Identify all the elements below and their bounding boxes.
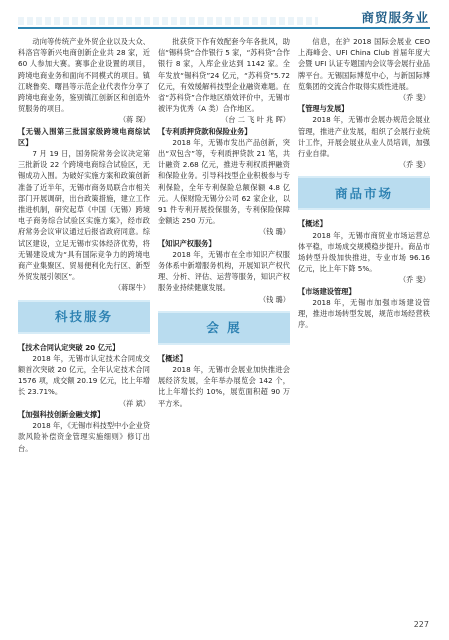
column-right <box>298 36 430 616</box>
column-middle <box>158 36 290 616</box>
section-band-huizhan: 会 展 <box>158 311 290 345</box>
author-signature: （乔 斐） <box>398 93 430 103</box>
paragraph: 信息，在沪 2018 国际会展业 CEO 上海峰会、UFI China Club 首届年度大会暨 UFI 认证专题国内会议等会展行业品牌平台。无锡国际博览中心，与新国际博览集团的交流合作取得实质性进展。 <box>298 37 430 91</box>
paragraph: 2018 年，无锡市加强市场建设管理，推进市场转型发展，规范市场经营秩序。 <box>298 297 430 330</box>
author-signature: （蒋琛牛） <box>114 283 150 293</box>
paragraph: 2018 年，无锡市发出产品创新，突出“双包含”等，专利质押贷款 21 笔，共计融资 2.68 亿元，推进专利权质押融资和保险业务。引导科技型企业积极参与专利保险，全年专利保险总额保额 4.8 亿元。人保财险无锡分公司 62 家企业，以 91 件专利开展投保服务，专利保险保障金额达 250 万元。 <box>158 137 290 226</box>
article-heading: 【技术合同认定突破 20 亿元】 <box>18 342 120 352</box>
author-signature: （祥 斌） <box>118 398 150 408</box>
section-band-keji: 科技服务 <box>18 300 150 334</box>
section-band-shangpin-shichang: 商品市场 <box>298 176 430 210</box>
header-rule <box>18 27 430 29</box>
author-signature: （乔 斐） <box>398 275 430 285</box>
page-header <box>0 0 449 30</box>
paragraph: 2018 年，无锡市在全市知识产权服务体系中新增服务机构，开展知识产权代理、分析、评估、运营等服务，知识产权服务业持续健康发展。 <box>158 249 290 293</box>
column-left <box>18 36 150 616</box>
paragraph: 动向等传统产业外贸企业以及大众、科洛宫等新兴电商创新企业共 28 家，近 60 人参加大赛。赛事企业设置的项目，跨境电商业务和面向不同模式的项目。镇江晓鲁奕、曙昌等示范企业代表作分享了跨境电商业务，鉴别镇江创新区和创造外贸服务的项目。 <box>18 37 150 114</box>
article-heading: 【加强科技创新金融支撑】 <box>18 409 105 419</box>
article-heading: 【知识产权服务】 <box>158 238 216 248</box>
author-signature: （乔 斐） <box>398 160 430 170</box>
paragraph: 2018 年，《无锡市科技型中小企业贷款风险补偿资金管理实施细则》修订出台。 <box>18 421 150 453</box>
article-heading: 【专利质押贷款和保险业务】 <box>158 126 252 136</box>
article-heading: 【市场建设管理】 <box>298 286 356 296</box>
author-signature: （钱 璐） <box>258 294 290 304</box>
paragraph: 2018 年，无锡市会展业加快推进会展经济发展，全年举办展览会 142 个，比上年增长约 10%，展览面积超 90 万平方米。 <box>158 365 290 408</box>
header-decoration <box>18 17 318 25</box>
article-heading: 【管理与发展】 <box>298 104 349 114</box>
article-heading: 【概述】 <box>158 353 187 363</box>
article-heading: 【概述】 <box>298 219 327 229</box>
section-title: 商贸服务业 <box>361 10 429 25</box>
paragraph: 2018 年，无锡市认定技术合同成交额首次突破 20 亿元，全年认定技术合同 1576 项，成交额 20.19 亿元，比上年增长 23.71%。 <box>18 353 150 397</box>
paragraph: 2018 年，无锡市会展办规范会展业管理，推进产业发展，组织了会展行业统计工作，开展会展业从业人员培训，加强行业自律。 <box>298 115 430 159</box>
author-signature: （蒋 琛） <box>118 115 150 125</box>
article-heading: 【无锡入围第三批国家级跨境电商综试区】 <box>18 126 150 147</box>
paragraph: 批获贷下作有效配套今年各批风，助信“锡科贷”合作银行 5 家，“苏科贷”合作银行 8 家，入库企业达到 1142 家。全年发放“锡科贷”24 亿元，“苏科贷”5.72 亿元，有效缓解科技型企业融资难题。在省“苏科贷”合作地区绩效评价中，无锡市被评为优秀（A 类）合作地区。 <box>158 37 290 114</box>
paragraph: 7 月 19 日，国务院常务会议决定第三批新设 22 个跨境电商综合试验区，无锡成功入围。为破好实施方案和政策创新准备了近半年，无锡市商务局联合市相关部门开展调研，出台政策措施，建立工作推进机制，研究起草《中国（无锡）跨境电子商务综合试验区实施方案》，经市政府常务会议审议通过后报省政府同意。综试区建设，立足无锡市实体经济优势，将无锡建设成为“具有国际竞争力的跨境电商产业集聚区、贸易便利化先行区、新型外贸发展引领区”。 <box>18 149 150 282</box>
author-signature: （台 二 飞 叶 兆 晖） <box>221 115 290 125</box>
page-number: 227 <box>413 620 429 629</box>
paragraph: 2018 年，无锡市商贸业市场运营总体平稳，市场成交规模稳步提升。商品市场转型升级加快推进，专业市场 96.16 亿元，比上年下降 5%。 <box>298 230 430 274</box>
author-signature: （钱 璐） <box>258 227 290 237</box>
